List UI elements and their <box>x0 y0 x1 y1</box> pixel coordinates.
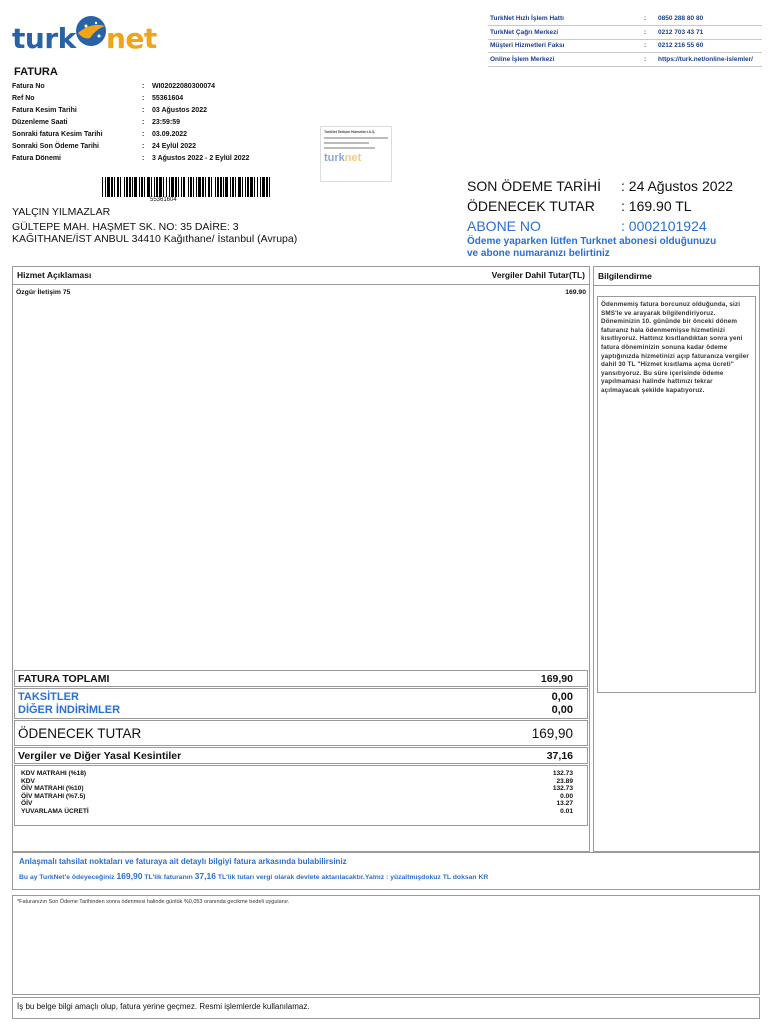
contact-row <box>490 53 762 67</box>
field-label: Sonraki fatura Kesim Tarihi <box>12 130 103 138</box>
stamp-title: TurkNet İletişim Hizmetleri A.Ş. <box>324 130 376 134</box>
subscriber-value: : 0002101924 <box>621 218 707 234</box>
invoice-title: FATURA <box>14 66 58 78</box>
invoice-field-row <box>12 140 312 152</box>
agreement-line: Anlaşmalı tahsilat noktaları ve faturaya ait detaylı bilgiyi fatura arkasında bulabilirsiniz <box>19 857 347 866</box>
info-title: Bilgilendirme <box>594 267 759 286</box>
footer-disclaimer: İş bu belge bilgi amaçlı olup, fatura yerine geçmez. Resmi işlemlerde kullanılamaz. <box>12 997 760 1019</box>
other-discounts-label: DİĞER İNDİRİMLER <box>18 703 121 716</box>
field-label: Fatura Kesim Tarihi <box>12 106 77 114</box>
invoice-total-box <box>14 670 588 687</box>
discounts-box <box>14 688 588 719</box>
field-label: Fatura No <box>12 82 45 90</box>
payment-note-line: ve abone numaranızı belirtiniz <box>467 248 610 259</box>
customer-address <box>12 206 297 246</box>
contact-info <box>490 12 762 66</box>
tax-label: ÖİV MATRAHI (%10) <box>21 785 84 792</box>
payable-value: 169,90 <box>531 725 573 741</box>
turknet-logo <box>12 14 157 58</box>
contact-row <box>490 39 762 53</box>
contact-row <box>490 12 762 26</box>
taxes-label: Vergiler ve Diğer Yasal Kesintiler <box>18 749 182 762</box>
colon: : <box>644 28 647 36</box>
globe-icon <box>74 14 108 48</box>
service-name: Özgür İletişim 75 <box>16 289 71 296</box>
field-value: 24 Eylül 2022 <box>152 142 196 150</box>
divider <box>488 66 762 67</box>
field-value: 03 Ağustos 2022 <box>152 106 207 114</box>
tax-label: ÖİV MATRAHI (%7.5) <box>21 792 86 800</box>
contact-value: 0212 703 43 71 <box>658 28 704 36</box>
colon: : <box>644 55 647 63</box>
field-value: 03.09.2022 <box>152 130 188 138</box>
contact-label: Müşteri Hizmetleri Faksı <box>490 42 565 50</box>
barcode-number: 55361604 <box>150 197 177 203</box>
divider <box>488 52 762 53</box>
info-panel <box>593 266 760 852</box>
customer-name: YALÇIN YILMAZLAR <box>12 206 111 218</box>
barcode <box>102 177 270 197</box>
invoice-fields <box>12 80 312 164</box>
invoice-field-row <box>12 128 312 140</box>
due-date-value: : 24 Ağustos 2022 <box>621 178 734 194</box>
tax-value: 23.89 <box>556 777 573 785</box>
invoice-field-row <box>12 80 312 92</box>
colon: : <box>142 142 145 150</box>
colon: : <box>142 130 145 138</box>
tax-label: KDV MATRAHI (%18) <box>21 770 87 777</box>
field-value: 23:59:59 <box>152 118 181 126</box>
tax-row <box>15 785 587 793</box>
amount-value: : 169.90 TL <box>621 198 692 214</box>
field-label: Düzenleme Saati <box>12 118 68 126</box>
invoice-field-row <box>12 92 312 104</box>
info-text: Ödenmemiş fatura borcunuz olduğunda, sizi SMS'le ve arayarak bilgilendiriyoruz. Döneminizin 10. gününde bir önceki dönem faturanız hala ödenmemişse hizmetinizi kısıtlıyoruz. Hattınız kısıtlandıktan sonra yeni fatura döneminizin sonuna kadar ödeme yaptığınızda hizmetinizi açıp faturanıza vergiler dahil 30 TL "Hizmet kısıtlama açma ücreti" yansıtıyoruz. Bu süre içerisinde ödeme yapılmaması halinde hattınızı tekrar açılmayacak şekilde kapatıyoruz. <box>597 296 756 693</box>
invoice-total-label: FATURA TOPLAMI <box>18 672 110 685</box>
amount-row <box>467 196 767 216</box>
amount-header: Vergiler Dahil Tutar(TL) <box>491 270 585 280</box>
divider <box>488 25 762 26</box>
service-row <box>16 289 586 296</box>
tax-value: 0.00 <box>560 792 573 800</box>
field-value: 3 Ağustos 2022 - 2 Eylül 2022 <box>152 154 250 162</box>
payable-box <box>14 720 588 746</box>
tax-row <box>15 808 587 816</box>
logo-net-text: net <box>106 22 157 55</box>
tax-row <box>15 800 587 808</box>
address-line-1: GÜLTEPE MAH. HAŞMET SK. NO: 35 DAİRE: 3 <box>12 220 239 233</box>
agreement-box <box>12 852 760 890</box>
contact-label: TurkNet Hızlı İşlem Hattı <box>490 15 564 23</box>
online-portal-link[interactable]: https://turk.net/online-islemler/ <box>658 55 753 63</box>
service-amount: 169.90 <box>565 289 586 296</box>
contact-row <box>490 26 762 40</box>
subscriber-label: ABONE NO <box>467 218 541 234</box>
tax-value: 0.01 <box>560 807 573 815</box>
tax-label: ÖİV <box>21 800 33 807</box>
invoice-field-row <box>12 104 312 116</box>
services-header <box>12 266 590 285</box>
colon: : <box>142 118 145 126</box>
tax-label: YUVARLAMA ÜCRETİ <box>21 807 89 815</box>
tax-row <box>15 770 587 778</box>
due-date-row <box>467 176 767 196</box>
divider <box>488 39 762 40</box>
logo-turk-text: turk <box>12 22 76 55</box>
installments-value: 0,00 <box>551 690 573 703</box>
invoice-total-value: 169,90 <box>540 672 573 685</box>
subscriber-row <box>467 216 767 236</box>
tax-details-box <box>14 765 588 826</box>
tax-value: 13.27 <box>556 800 573 807</box>
colon: : <box>142 82 145 90</box>
stamp-line <box>324 137 388 139</box>
colon: : <box>644 15 647 23</box>
payable-label: ÖDENECEK TUTAR <box>18 725 142 741</box>
stamp-line <box>324 142 369 144</box>
field-label: Sonraki Son Ödeme Tarihi <box>12 142 100 150</box>
amount-label: ÖDENECEK TUTAR <box>467 198 595 214</box>
tax-row <box>15 778 587 786</box>
contact-value: 0850 288 80 80 <box>658 15 704 23</box>
colon: : <box>142 94 145 102</box>
colon: : <box>142 106 145 114</box>
invoice-field-row <box>12 152 312 164</box>
payment-note-line: Ödeme yaparken lütfen Turknet abonesi olduğunuzu <box>467 236 717 247</box>
contact-value: 0212 216 55 60 <box>658 42 704 50</box>
address-line-2: KAĞITHANE/İST ANBUL 34410 Kağıthane/ İstanbul (Avrupa) <box>12 233 298 245</box>
tax-value: 132.73 <box>552 785 573 792</box>
payment-summary <box>467 176 767 260</box>
stamp-logo: turknet <box>324 152 362 164</box>
field-value: 55361604 <box>152 94 184 102</box>
other-discounts-value: 0,00 <box>551 703 573 716</box>
payment-note <box>467 236 767 260</box>
installments-label: TAKSİTLER <box>18 690 79 703</box>
colon: : <box>644 42 647 50</box>
invoice-field-row <box>12 116 312 128</box>
contact-label: TurkNet Çağrı Merkezi <box>490 28 559 36</box>
field-label: Fatura Dönemi <box>12 154 62 162</box>
tax-transfer-line: Bu ay TurkNet'e ödeyeceğiniz 169,90 TL'lik faturanın 37,16 TL'lik tutarı vergi olarak devlete aktarılacaktır.Yalnız : yüzaltmışdokuz TL doksan KR <box>19 871 489 881</box>
taxes-value: 37,16 <box>546 749 573 762</box>
late-payment-note: *Faturanızın Son Ödeme Tarihinden sonra ödenmesi halinde günlük %0,053 oranında gecikme bedeli uygulanır. <box>12 895 760 995</box>
tax-label: KDV <box>21 777 35 785</box>
stamp-line <box>324 147 375 149</box>
taxes-box <box>14 747 588 764</box>
tax-row <box>15 793 587 801</box>
field-label: Ref No <box>12 94 35 102</box>
service-description-header: Hizmet Açıklaması <box>17 270 92 280</box>
colon: : <box>142 154 145 162</box>
tax-value: 132.73 <box>552 770 573 777</box>
company-stamp <box>320 126 392 182</box>
due-date-label: SON ÖDEME TARİHİ <box>467 178 602 194</box>
field-value: WI02022080300074 <box>152 82 216 90</box>
contact-label: Online İşlem Merkezi <box>490 55 555 63</box>
